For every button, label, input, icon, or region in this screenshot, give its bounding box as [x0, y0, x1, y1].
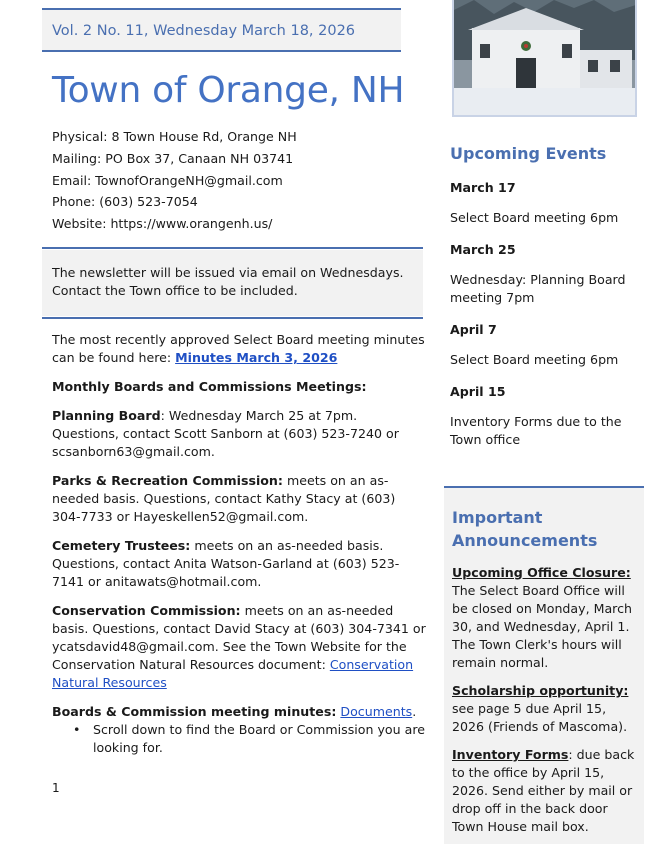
town-house-photo	[452, 0, 637, 117]
volume-line: Vol. 2 No. 11, Wednesday March 18, 2026	[52, 23, 356, 39]
minutes-link[interactable]: Minutes March 3, 2026	[175, 350, 338, 365]
town-house-illustration	[454, 0, 637, 117]
email-address: Email: TownofOrangeNH@gmail.com	[52, 172, 283, 188]
physical-address: Physical: 8 Town House Rd, Orange NH	[52, 129, 297, 144]
event-desc: Select Board meeting 6pm	[450, 352, 619, 367]
inventory-announcement: Inventory Forms: due back to the office by April 15, 2026. Send either by mail or drop off in the back door Town House mail box.	[452, 747, 635, 834]
minutes-paragraph: The most recently approved Select Board meeting minutes can be found here: Minutes March 3, 2026	[52, 332, 425, 365]
minutes-bullet-list	[52, 721, 426, 757]
event-date: March 25	[450, 242, 516, 257]
page-number: 1	[52, 781, 60, 795]
announcements-title: Important Announcements	[452, 508, 598, 550]
notice-text	[52, 264, 417, 300]
conservation-paragraph: Conservation Commission: meets on an as-needed basis. Questions, contact David Stacy at (603) 304-7341 or ycatsdavid48@gmail.com. See the Town Website for the Conservation Natural Resources document: Conservation Natural Resources	[52, 603, 426, 690]
announcements-panel	[444, 486, 644, 844]
closure-announcement: Upcoming Office Closure: The Select Board Office will be closed on Monday, March 30, and Wednesday, April 1. The Town Clerk's hours will remain normal.	[452, 565, 632, 670]
event-desc: Inventory Forms due to the Town office	[450, 414, 622, 447]
newsletter-notice	[42, 250, 423, 316]
main-content	[52, 331, 426, 757]
planning-board-paragraph: Planning Board: Wednesday March 25 at 7pm. Questions, contact Scott Sanborn at (603) 523-7240 or scsanborn63@gmail.com.	[52, 408, 399, 459]
scholarship-announcement: Scholarship opportunity: see page 5 due April 15, 2026 (Friends of Mascoma).	[452, 683, 629, 734]
cemetery-paragraph: Cemetery Trustees: meets on an as-needed basis. Questions, contact Anita Watson-Garland at (603) 523-7141 or anitawats@hotmail.com.	[52, 538, 400, 589]
events-title: Upcoming Events	[450, 144, 607, 163]
event-date: April 7	[450, 322, 497, 337]
parks-paragraph: Parks & Recreation Commission: meets on an as-needed basis. Questions, contact Kathy Stacy at (603) 304-7733 or Hayeskellen52@gmail.com.	[52, 473, 396, 524]
documents-link[interactable]: Documents	[340, 704, 413, 719]
contact-block	[52, 126, 297, 235]
event-desc: Wednesday: Planning Board meeting 7pm	[450, 272, 626, 305]
event-desc: Select Board meeting 6pm	[450, 210, 619, 225]
notice-line-1: The newsletter will be issued via email on Wednesdays.	[52, 265, 404, 280]
monthly-heading: Monthly Boards and Commissions Meetings:	[52, 379, 367, 394]
page-title: Town of Orange, NH	[52, 70, 405, 111]
website-address: Website: https://www.orangenh.us/	[52, 216, 273, 232]
conservation-link[interactable]: Conservation Natural Resources	[52, 657, 414, 690]
minutes-docs-paragraph: Boards & Commission meeting minutes: Documents.	[52, 704, 417, 719]
divider	[42, 317, 423, 319]
list-item: • Scroll down to find the Board or Commission you are looking for.	[52, 721, 426, 757]
volume-banner	[42, 8, 401, 52]
divider	[42, 247, 423, 249]
phone-number: Phone: (603) 523-7054	[52, 194, 198, 210]
event-date: March 17	[450, 180, 516, 195]
notice-line-2: Contact the Town office to be included.	[52, 283, 298, 298]
event-date: April 15	[450, 384, 506, 399]
upcoming-events	[450, 145, 645, 449]
mailing-address: Mailing: PO Box 37, Canaan NH 03741	[52, 150, 294, 166]
announcements-body	[452, 564, 640, 844]
